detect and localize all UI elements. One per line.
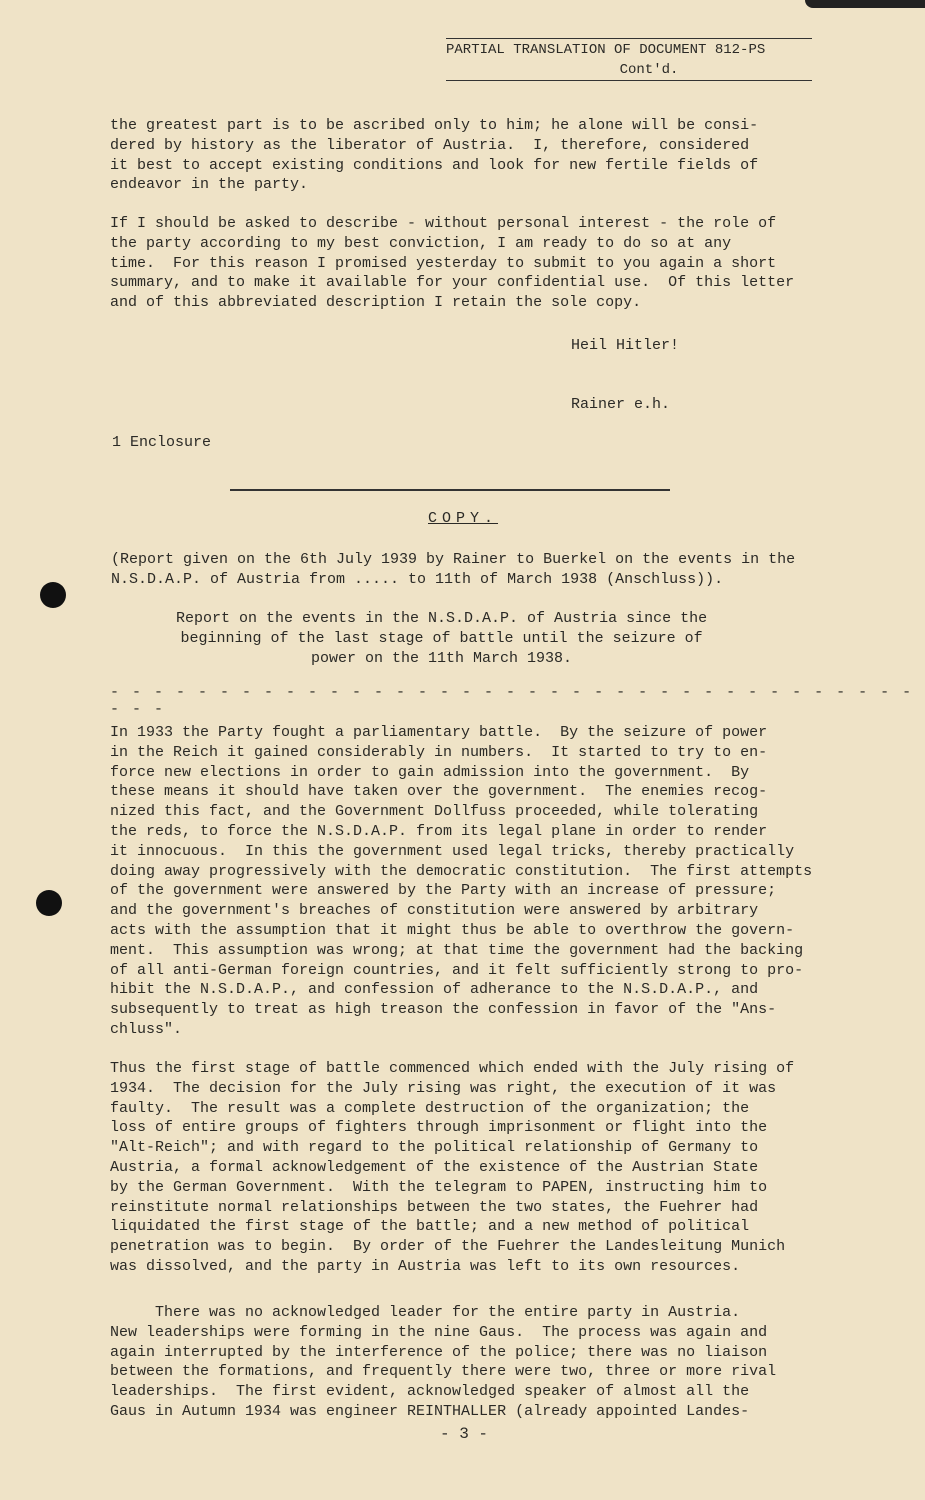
salute: Heil Hitler! xyxy=(571,337,680,354)
signature: Rainer e.h. xyxy=(571,396,671,413)
copy-title: COPY. xyxy=(428,510,499,527)
punch-hole xyxy=(36,890,62,916)
header-continued: Cont'd. xyxy=(446,60,812,81)
body-paragraph-1: In 1933 the Party fought a parliamentary battle. By the seizure of power in the Reich it gained considerably in numbers. It started to try to en- force new elections in order to gain admission into the government. By these means it should have taken over the government. The enemies recog- nized this fact, and the Government Dollfuss proceeded, while tolerating the reds, to force the N.S.D.A.P. from its legal plane in order to render it innocuous. In this the government used legal tricks, thereby practically doing away progressively with the democratic constitution. The first attempts of the government were answered by the Party with an increase of pressure; and the government's breaches of constitution were answered by arbitrary acts with the assumption that it might thus be able to overthrow the govern- ment. This assumption was wrong; at that time the government had the backing of all anti-German foreign countries, and it felt sufficiently strong to pro- hibit the N.S.D.A.P., and confession of adherance to the N.S.D.A.P., and subsequently to treat as high treason the confession in favor of the "Ans- chluss". xyxy=(110,724,813,1038)
dashed-separator: - - - - - - - - - - - - - - - - - - - - - - - - - - - - - - - - - - - - - - - - xyxy=(110,684,914,718)
punch-hole xyxy=(40,582,66,608)
enclosure-note: 1 Enclosure xyxy=(112,434,212,451)
divider-rule xyxy=(230,489,670,491)
letter-paragraph-2: If I should be asked to describe - without personal interest - the role of the party according to my best conviction, I am ready to do so at any time. For this reason I promised yesterday to submit to you again a short summary, and to make it available for your confidential use. Of this letter and of this abbreviated description I retain the sole copy. xyxy=(110,215,795,312)
body-paragraph-3: There was no acknowledged leader for the entire party in Austria. New leaderships were forming in the nine Gaus. The process was again and again interrupted by the interference of the police; there was no liaison between the formations, and frequently there were two, three or more rival leaderships. The first evident, acknowledged speaker of almost all the Gaus in Autumn 1934 was engineer REINTHALLER (already appointed Landes- xyxy=(110,1304,777,1420)
ink-mark xyxy=(805,0,925,8)
letter-paragraph-1: the greatest part is to be ascribed only to him; he alone will be consi- dered by history as the liberator of Austria. I, therefore, considered it best to accept existing conditions and look for new fertile fields of endeavor in the party. xyxy=(110,117,759,194)
page-header xyxy=(446,38,812,81)
body-paragraph-2: Thus the first stage of battle commenced which ended with the July rising of 1934. The decision for the July rising was right, the execution of it was faulty. The result was a complete destruction of the organization; the loss of entire groups of fighters through imprisonment or flight into the "Alt-Reich"; and with regard to the political relationship of Germany to Austria, a formal acknowledgement of the existence of the Austrian State by the German Government. With the telegram to PAPEN, instructing him to reinstitute normal relationships between the two states, the Fuehrer had liquidated the first stage of the battle; and a new method of political penetration was to begin. By order of the Fuehrer the Landesleitung Munich was dissolved, and the party in Austria was left to its own resources. xyxy=(110,1060,795,1275)
header-title: PARTIAL TRANSLATION OF DOCUMENT 812-PS xyxy=(446,38,812,60)
report-title: Report on the events in the N.S.D.A.P. of Austria since the beginning of the last stage of battle until the seizure of power on the 11th March 1938. xyxy=(176,610,708,667)
page-number: - 3 - xyxy=(440,1425,489,1443)
report-note: (Report given on the 6th July 1939 by Rainer to Buerkel on the events in the N.S.D.A.P. of Austria from ..... to 11th of March 1938 (Anschluss)). xyxy=(111,551,796,588)
